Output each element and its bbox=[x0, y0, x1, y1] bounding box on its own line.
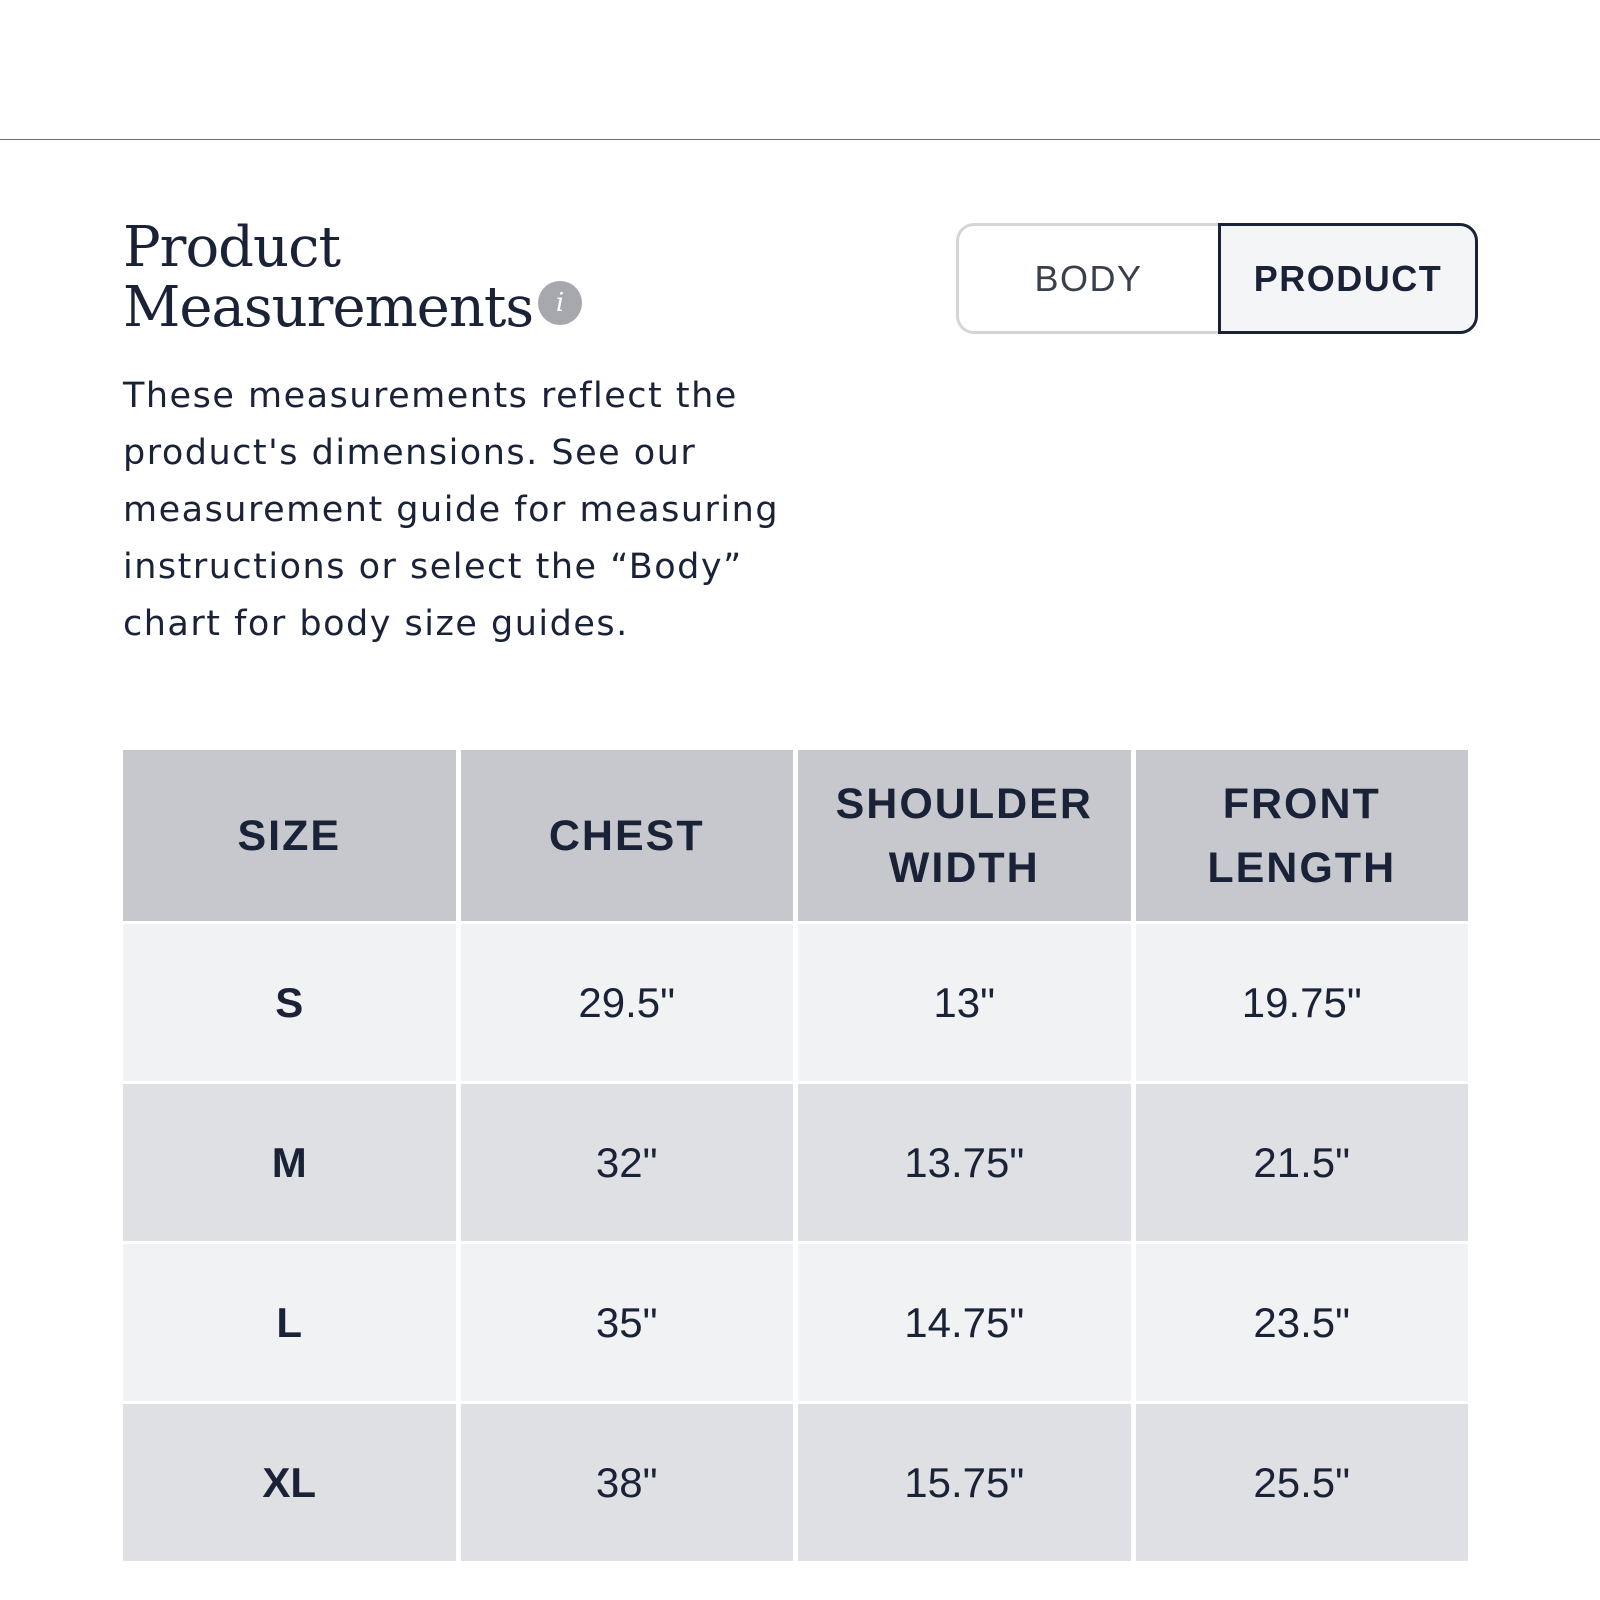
front-length-cell: 21.5" bbox=[1136, 1084, 1469, 1241]
info-icon-glyph: i bbox=[555, 288, 565, 318]
table-row bbox=[123, 924, 1468, 1081]
title-line-1: Product bbox=[123, 215, 340, 280]
size-chart-table bbox=[118, 747, 1473, 1564]
table-row bbox=[123, 1084, 1468, 1241]
chest-cell: 29.5" bbox=[461, 924, 794, 1081]
description-text: These measurements reflect the product's dimensions. See our measurement guide for measuring instructions or select the “Body” chart for body size guides. bbox=[123, 376, 780, 644]
size-cell: L bbox=[123, 1244, 456, 1401]
size-cell: S bbox=[123, 924, 456, 1081]
size-cell: M bbox=[123, 1084, 456, 1241]
measurement-type-toggle bbox=[956, 223, 1478, 334]
column-header-size: SIZE bbox=[123, 750, 456, 921]
product-toggle-button[interactable]: PRODUCT bbox=[1218, 223, 1478, 334]
chest-cell: 38" bbox=[461, 1404, 794, 1561]
chest-cell: 35" bbox=[461, 1244, 794, 1401]
front-length-cell: 25.5" bbox=[1136, 1404, 1469, 1561]
page-title bbox=[123, 215, 683, 340]
column-header-front-length: FRONT LENGTH bbox=[1136, 750, 1469, 921]
shoulder-width-cell: 13.75" bbox=[798, 1084, 1131, 1241]
table-row bbox=[123, 1404, 1468, 1561]
size-cell: XL bbox=[123, 1404, 456, 1561]
shoulder-width-cell: 13" bbox=[798, 924, 1131, 1081]
title-line-2: Measurements bbox=[123, 275, 534, 340]
shoulder-width-cell: 14.75" bbox=[798, 1244, 1131, 1401]
table-row bbox=[123, 1244, 1468, 1401]
column-header-chest: CHEST bbox=[461, 750, 794, 921]
table-header-row bbox=[123, 750, 1468, 921]
front-length-cell: 23.5" bbox=[1136, 1244, 1469, 1401]
chest-cell: 32" bbox=[461, 1084, 794, 1241]
body-toggle-button[interactable]: BODY bbox=[956, 223, 1218, 334]
column-header-shoulder-width: SHOULDER WIDTH bbox=[798, 750, 1131, 921]
front-length-cell: 19.75" bbox=[1136, 924, 1469, 1081]
top-divider bbox=[0, 139, 1600, 140]
shoulder-width-cell: 15.75" bbox=[798, 1404, 1131, 1561]
info-icon[interactable] bbox=[538, 281, 582, 325]
